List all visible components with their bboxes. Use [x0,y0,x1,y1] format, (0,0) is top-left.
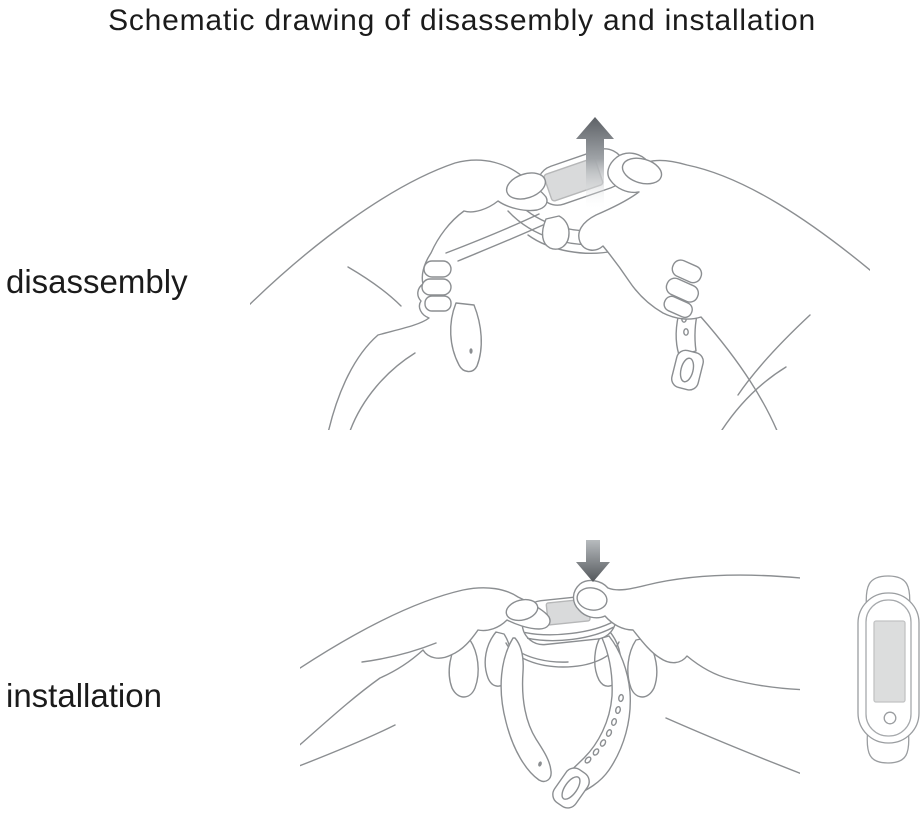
right-strap-with-buckle [670,309,705,392]
fingernail [424,261,451,277]
page-title: Schematic drawing of disassembly and installation [108,4,816,37]
fingernail [422,279,451,295]
finger-under-frame [543,216,569,249]
step-label-installation: installation [6,677,162,714]
disassembly-illustration [250,115,870,430]
strap-pin-hole [469,348,472,354]
left-hand [250,160,549,430]
assembled-band-figure [854,573,922,765]
step-label-disassembly: disassembly [6,263,188,300]
fingernail [425,296,451,311]
touch-button [884,712,896,724]
screen [874,621,905,702]
left-strap [451,303,482,372]
down-arrow-icon [576,540,610,582]
installation-illustration [300,540,800,816]
right-hand [579,153,870,430]
